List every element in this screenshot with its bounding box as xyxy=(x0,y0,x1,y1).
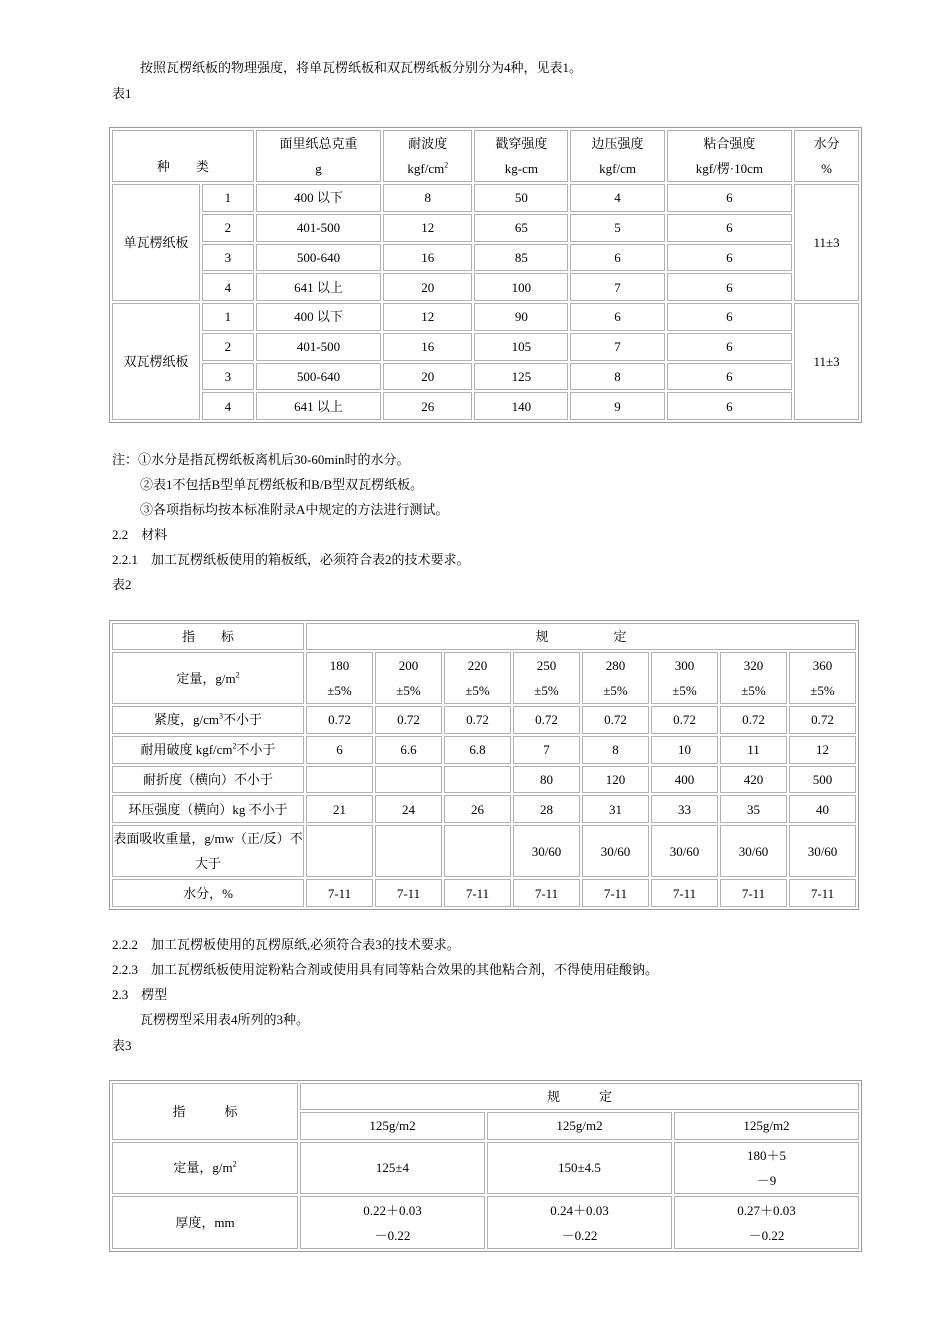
table-row: 2 401-500 12 65 5 6 xyxy=(112,214,859,242)
t1-header-weight: 面里纸总克重 g xyxy=(256,130,382,182)
t3-row-thickness: 厚度，mm xyxy=(112,1196,298,1249)
table-row: 3 500-640 20 125 8 6 xyxy=(112,363,859,391)
t3-header-index: 指 标 xyxy=(112,1083,298,1140)
table-row: 2 401-500 16 105 7 6 xyxy=(112,333,859,361)
table-row: 单瓦楞纸板 1 400 以下 8 50 4 6 11±3 xyxy=(112,184,859,212)
section-2-2-3: 2.2.3 加工瓦楞纸板使用淀粉粘合剂或使用具有同等粘合效果的其他粘合剂，不得使用硅酸钠。 xyxy=(112,962,659,977)
table2-caption: 表2 xyxy=(112,577,132,592)
table-row: 4 641 以上 20 100 7 6 xyxy=(112,273,859,301)
t2-header-index: 指 标 xyxy=(112,623,304,650)
table-row: 定量，$g/m^2$ 125±4 150±4.5 180＋5 －9 xyxy=(112,1142,859,1195)
t2-row-tightness: 紧度，$g/cm^3$不小于 xyxy=(112,706,304,734)
t2-header-rule: 规 定 xyxy=(306,623,856,650)
note-1: 注：①水分是指瓦楞纸板离机后30-60min时的水分。 xyxy=(112,452,410,467)
t1-header-pierce: 戳穿强度 kg-cm xyxy=(474,130,568,182)
section-2-3-text: 瓦楞楞型采用表4所列的3种。 xyxy=(140,1012,310,1027)
t2-row-burst: 耐用破度 kgf/$cm^2$不小于 xyxy=(112,736,304,764)
t1-header-kind: 种 类 xyxy=(112,130,254,182)
table-row: 表面吸收重量，g/mw（正/反）不 大于 30/60 30/60 30/60 30/60 30/60 xyxy=(112,825,856,877)
t1-group-double: 双瓦楞纸板 xyxy=(112,303,200,420)
table3 xyxy=(109,1080,862,1252)
t1-header-water: 水分 % xyxy=(794,130,859,182)
section-2-2-1: 2.2.1 加工瓦楞纸板使用的箱板纸，必须符合表2的技术要求。 xyxy=(112,552,470,567)
t2-row-basis: 定量，$g/m^2$ xyxy=(112,652,304,704)
t1-header-edge: 边压强度 kgf/cm xyxy=(570,130,664,182)
table-row: 紧度，$g/cm^3$不小于 0.72 0.72 0.72 0.72 0.72 0.72 0.72 0.72 xyxy=(112,706,856,734)
t3-header-rule: 规 定 xyxy=(300,1083,859,1110)
table3-caption: 表3 xyxy=(112,1038,132,1053)
table-row: 双瓦楞纸板 1 400 以下 12 90 6 6 11±3 xyxy=(112,303,859,331)
t2-row-fold: 耐折度（横向）不小于 xyxy=(112,766,304,794)
table-row: 水分，% 7-11 7-11 7-11 7-11 7-11 7-11 7-11 7-11 xyxy=(112,879,856,907)
t2-row-absorb: 表面吸收重量，g/mw（正/反）不 大于 xyxy=(112,825,304,877)
table-row: 厚度，mm 0.22＋0.03 －0.22 0.24＋0.03 －0.22 0.27＋0.03 －0.22 xyxy=(112,1196,859,1249)
t1-header-bond: 粘合强度 kgf/楞·10cm xyxy=(667,130,793,182)
table1-caption: 表1 xyxy=(112,86,132,101)
note-3: ③各项指标均按本标准附录A中规定的方法进行测试。 xyxy=(140,502,449,517)
t1-water-single: 11±3 xyxy=(794,184,859,301)
section-2-2-2: 2.2.2 加工瓦楞板使用的瓦楞原纸,必须符合表3的技术要求。 xyxy=(112,937,460,952)
t1-header-wave: 耐波度 kgf/$cm^2$ xyxy=(383,130,472,182)
t1-group-single: 单瓦楞纸板 xyxy=(112,184,200,301)
t2-row-ring: 环压强度（横向）kg 不小于 xyxy=(112,795,304,823)
t3-row-basis: 定量，$g/m^2$ xyxy=(112,1142,298,1195)
table-row: 环压强度（横向）kg 不小于 21 24 26 28 31 33 35 40 xyxy=(112,795,856,823)
section-2-3: 2.3 楞型 xyxy=(112,987,168,1002)
table1 xyxy=(109,127,862,423)
table-row: 3 500-640 16 85 6 6 xyxy=(112,244,859,272)
table-row: 定量，$g/m^2$ 180 ±5% 200 ±5% 220 ±5% 250 ±5% 280 ±5% 300 ±5% 320 ±5% 360 ±5% xyxy=(112,652,856,704)
t2-row-water: 水分，% xyxy=(112,879,304,907)
intro-paragraph: 按照瓦楞纸板的物理强度，将单瓦楞纸板和双瓦楞纸板分别分为4种，见表1。 xyxy=(140,60,583,75)
table2 xyxy=(109,620,859,910)
t1-water-double: 11±3 xyxy=(794,303,859,420)
note-2: ②表1不包括B型单瓦楞纸板和B/B型双瓦楞纸板。 xyxy=(140,477,424,492)
table-row: 125g/m2 125g/m2 125g/m2 xyxy=(112,1112,859,1139)
section-2-2: 2.2 材料 xyxy=(112,527,168,542)
table-row: 耐用破度 kgf/$cm^2$不小于 6 6.6 6.8 7 8 10 11 12 xyxy=(112,736,856,764)
table-row: 耐折度（横向）不小于 80 120 400 420 500 xyxy=(112,766,856,794)
table-row: 4 641 以上 26 140 9 6 xyxy=(112,392,859,420)
